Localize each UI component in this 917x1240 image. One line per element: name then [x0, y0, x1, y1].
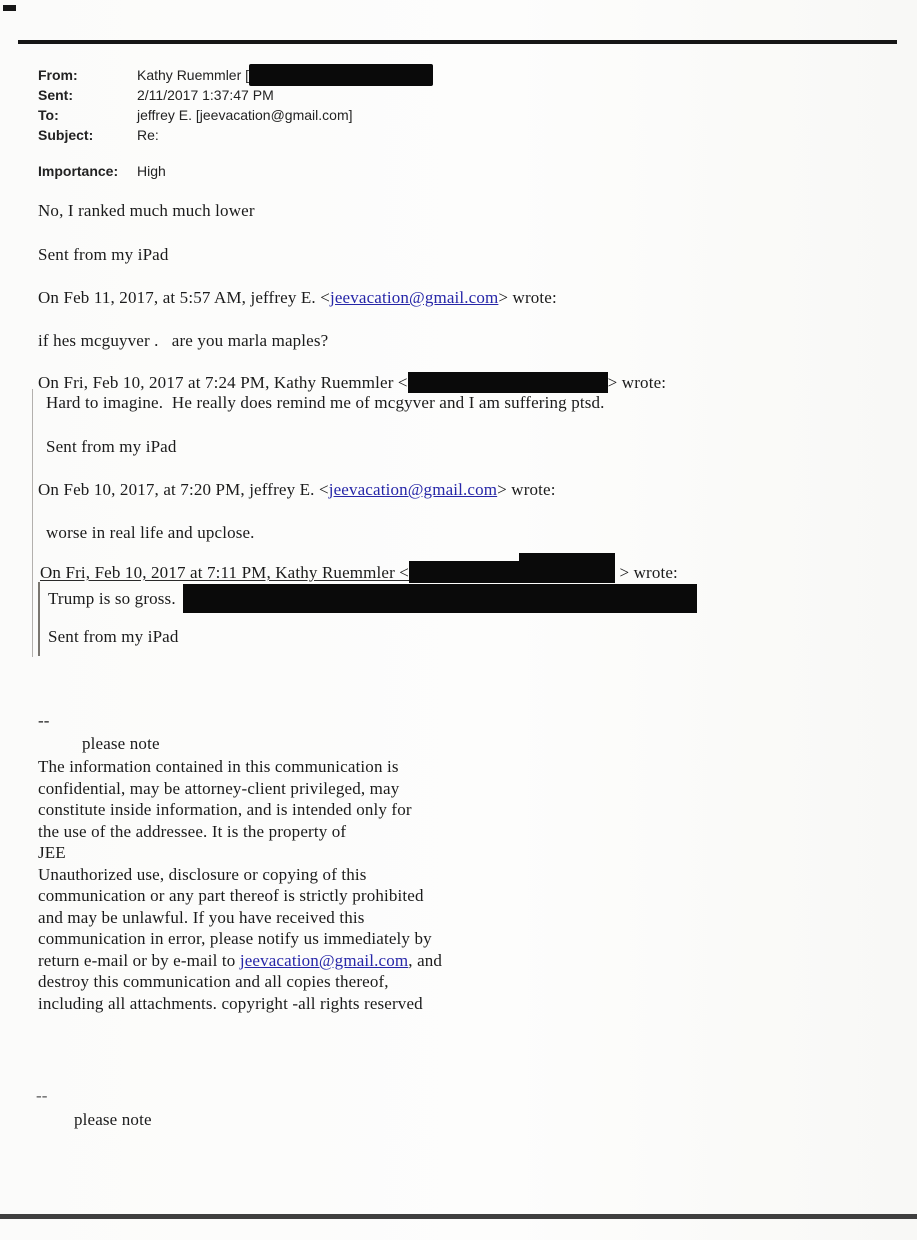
disclaimer-line: the use of the addressee. It is the property of: [38, 821, 347, 841]
disclaimer-line: confidential, may be attorney-client privileged, may: [38, 778, 400, 798]
scan-bottom-edge: [0, 1214, 917, 1219]
importance-label: Importance:: [38, 163, 119, 179]
quote-header-feb10-711: [40, 561, 678, 583]
disclaimer-line: The information contained in this communication is: [38, 757, 399, 776]
quote-bar: [32, 389, 33, 657]
to-label: To:: [38, 107, 59, 123]
message-line: No, I ranked much much lower: [38, 201, 255, 220]
disclaimer-block: [38, 756, 538, 1014]
quote-header-text: > wrote:: [498, 288, 557, 307]
sent-label: Sent:: [38, 87, 73, 103]
message-line: if hes mcguyver . are you marla maples?: [38, 331, 329, 350]
disclaimer-line: including all attachments. copyright -all rights reserved: [38, 993, 423, 1013]
header-divider-rule: [18, 40, 897, 44]
redaction-bar: [249, 64, 433, 86]
quote-header-text: > wrote:: [497, 480, 556, 499]
disclaimer-line: JEE: [38, 843, 66, 862]
from-value: Kathy Ruemmler [: [137, 67, 250, 83]
quote-header-text: > wrote:: [619, 563, 678, 582]
from-label: From:: [38, 67, 78, 83]
message-text: Trump is so gross.: [48, 589, 176, 608]
signature-dashes: --: [36, 1086, 48, 1105]
disclaimer-text: return e-mail or by e-mail to: [38, 950, 240, 970]
quote-header-feb10-720: [38, 480, 556, 500]
message-line-trump: [48, 584, 697, 613]
quote-header-text: On Feb 10, 2017, at 7:20 PM, jeffrey E. <: [38, 480, 329, 499]
signature-dashes: --: [38, 711, 50, 730]
disclaimer-line: Unauthorized use, disclosure or copying of this: [38, 864, 367, 884]
redaction-bar: [408, 372, 608, 393]
scan-corner-mark: [3, 5, 16, 11]
disclaimer-text: , and: [408, 950, 443, 970]
disclaimer-line: communication in error, please notify us immediately by: [38, 929, 432, 948]
message-line: worse in real life and upclose.: [46, 523, 255, 542]
email-link[interactable]: jeevacation@gmail.com: [329, 288, 499, 307]
redaction-bar: [519, 553, 615, 562]
redaction-bar: [183, 584, 697, 613]
quote-bar: [38, 582, 40, 656]
email-link[interactable]: jeevacation@gmail.com: [328, 480, 498, 499]
quote-header-text: On Feb 11, 2017, at 5:57 AM, jeffrey E. <: [38, 288, 330, 307]
to-value: jeffrey E. [jeevacation@gmail.com]: [137, 107, 353, 123]
redaction-bar: [409, 561, 615, 583]
subject-label: Subject:: [38, 127, 94, 143]
quote-header-text: > wrote:: [607, 373, 667, 392]
quote-header-feb11: [38, 288, 557, 308]
disclaimer-line-email: [38, 950, 538, 972]
message-line: Hard to imagine. He really does remind me of mcgyver and I am suffering ptsd.: [46, 393, 605, 412]
disclaimer-line: destroy this communication and all copies thereof,: [38, 972, 389, 991]
disclaimer-line: and may be unlawful. If you have received this: [38, 907, 365, 927]
quote-header-feb10-724: [38, 372, 666, 393]
importance-value: High: [137, 163, 166, 179]
message-line: Sent from my iPad: [38, 245, 169, 264]
message-line: Sent from my iPad: [48, 627, 179, 646]
signature-please-note: please note: [82, 734, 160, 753]
quote-header-text: On Fri, Feb 10, 2017 at 7:24 PM, Kathy Ruemmler <: [38, 373, 408, 392]
sent-value: 2/11/2017 1:37:47 PM: [137, 87, 274, 103]
message-line: Sent from my iPad: [46, 437, 177, 456]
signature-please-note: please note: [74, 1110, 152, 1129]
disclaimer-line: communication or any part thereof is strictly prohibited: [38, 886, 424, 905]
disclaimer-line: constitute inside information, and is intended only for: [38, 800, 412, 819]
subject-value: Re:: [137, 127, 159, 143]
email-link[interactable]: jeevacation@gmail.com: [239, 950, 409, 970]
quote-header-text: On Fri, Feb 10, 2017 at 7:11 PM, Kathy Ruemmler <: [40, 563, 410, 582]
